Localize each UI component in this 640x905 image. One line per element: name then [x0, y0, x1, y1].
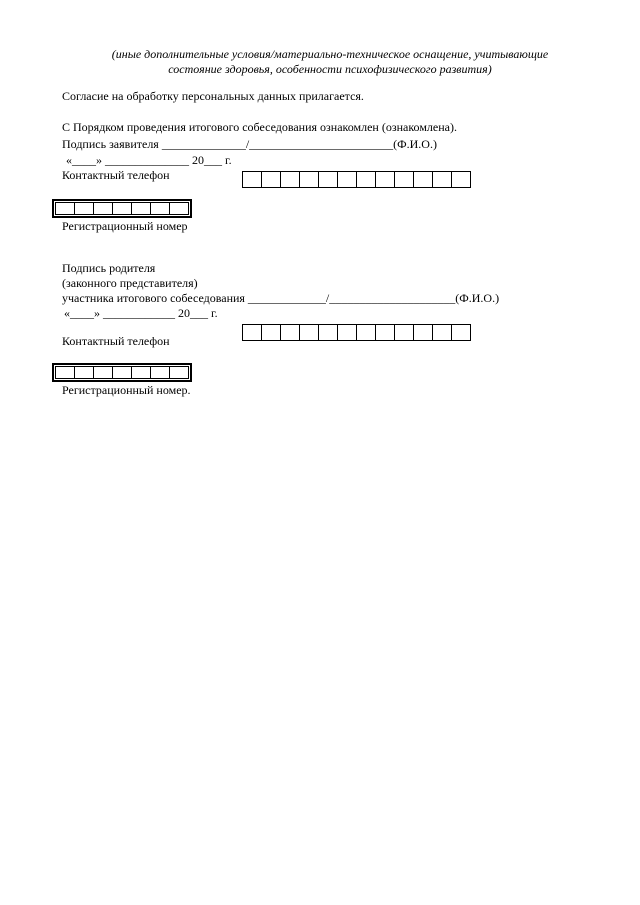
phone-digit-cell[interactable]: [261, 324, 281, 341]
phone-digit-cell[interactable]: [451, 324, 471, 341]
familiar-statement: С Порядком проведения итогового собеседования ознакомлен (ознакомлена).: [62, 120, 457, 134]
reg-digit-cell[interactable]: [74, 366, 94, 379]
phone-digit-cell[interactable]: [394, 171, 414, 188]
consent-text: Согласие на обработку персональных данных прилагается.: [62, 89, 364, 103]
reg-digit-cell[interactable]: [150, 202, 170, 215]
note-line-1: (иные дополнительные условия/материально-техническое оснащение, учитывающие: [111, 47, 549, 61]
applicant-registration-number-field[interactable]: [52, 199, 192, 218]
phone-digit-cell[interactable]: [280, 171, 300, 188]
phone-digit-cell[interactable]: [394, 324, 414, 341]
phone-digit-cell[interactable]: [299, 171, 319, 188]
reg-digit-cell[interactable]: [131, 366, 151, 379]
phone-digit-cell[interactable]: [337, 171, 357, 188]
note-line-2: состояние здоровья, особенности психофизического развития): [168, 62, 492, 76]
applicant-phone-label: Контактный телефон: [62, 168, 170, 182]
phone-digit-cell[interactable]: [432, 171, 452, 188]
applicant-signature-line[interactable]: Подпись заявителя ______________/________________________(Ф.И.О.): [62, 137, 437, 151]
phone-digit-cell[interactable]: [318, 324, 338, 341]
phone-digit-cell[interactable]: [413, 324, 433, 341]
parent-registration-number-field[interactable]: [52, 363, 192, 382]
phone-digit-cell[interactable]: [242, 171, 262, 188]
reg-digit-cell[interactable]: [55, 202, 75, 215]
applicant-registration-label: Регистрационный номер: [62, 219, 188, 233]
reg-digit-cell[interactable]: [169, 202, 189, 215]
phone-digit-cell[interactable]: [356, 171, 376, 188]
phone-digit-cell[interactable]: [356, 324, 376, 341]
phone-digit-cell[interactable]: [299, 324, 319, 341]
phone-digit-cell[interactable]: [280, 324, 300, 341]
applicant-date-line[interactable]: «____» ______________ 20___ г.: [66, 153, 232, 167]
parent-signature-label-2: (законного представителя): [62, 276, 198, 290]
parent-signature-label-1: Подпись родителя: [62, 261, 156, 275]
phone-digit-cell[interactable]: [261, 171, 281, 188]
parent-phone-label: Контактный телефон: [62, 334, 170, 348]
reg-digit-cell[interactable]: [131, 202, 151, 215]
applicant-phone-field[interactable]: [242, 171, 471, 188]
reg-digit-cell[interactable]: [93, 202, 113, 215]
phone-digit-cell[interactable]: [413, 171, 433, 188]
reg-digit-cell[interactable]: [112, 202, 132, 215]
parent-registration-label: Регистрационный номер.: [62, 383, 191, 397]
phone-digit-cell[interactable]: [451, 171, 471, 188]
parent-signature-line[interactable]: участника итогового собеседования _____________/_____________________(Ф.И.О.): [62, 291, 500, 305]
reg-digit-cell[interactable]: [150, 366, 170, 379]
phone-digit-cell[interactable]: [318, 171, 338, 188]
reg-digit-cell[interactable]: [169, 366, 189, 379]
additional-conditions-note: [40, 47, 620, 77]
parent-date-line[interactable]: «____» ____________ 20___ г.: [64, 306, 218, 320]
reg-digit-cell[interactable]: [93, 366, 113, 379]
reg-digit-cell[interactable]: [55, 366, 75, 379]
reg-digit-cell[interactable]: [74, 202, 94, 215]
parent-phone-field[interactable]: [242, 324, 471, 341]
phone-digit-cell[interactable]: [242, 324, 262, 341]
phone-digit-cell[interactable]: [337, 324, 357, 341]
phone-digit-cell[interactable]: [375, 324, 395, 341]
phone-digit-cell[interactable]: [432, 324, 452, 341]
phone-digit-cell[interactable]: [375, 171, 395, 188]
reg-digit-cell[interactable]: [112, 366, 132, 379]
